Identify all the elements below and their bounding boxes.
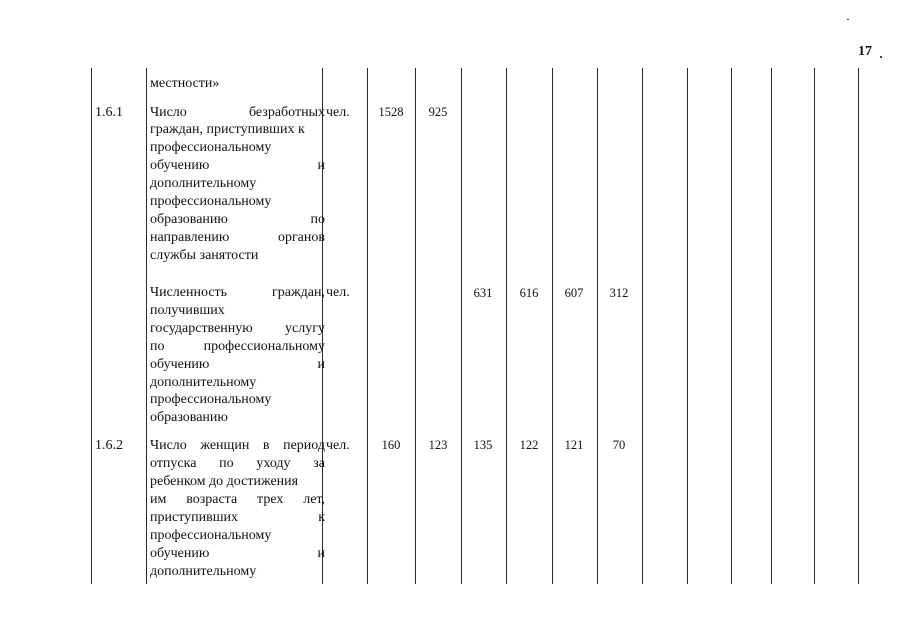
cell-value: 123 (428, 438, 448, 452)
cell-value: 631 (473, 286, 493, 300)
desc-line: граждан, приступивших к (150, 122, 305, 137)
cell-value: 1528 (378, 105, 404, 119)
column-border (642, 68, 643, 584)
column-border (597, 68, 598, 584)
cell-value: 121 (564, 438, 584, 452)
cell-value: 312 (609, 286, 629, 300)
column-border (415, 68, 416, 584)
cell-value: 135 (473, 438, 493, 452)
cell-value: 160 (381, 438, 401, 452)
desc-line: отпуска по уходу за (150, 456, 325, 471)
desc-line: ребенком до достижения (150, 474, 299, 489)
desc-line: государственную услугу (150, 321, 325, 336)
cell-value: 122 (519, 438, 539, 452)
cell-value: 70 (612, 438, 626, 452)
cell-value: 607 (564, 286, 584, 300)
column-border (506, 68, 507, 584)
cell-value: 616 (519, 286, 539, 300)
desc-line: Число женщин в период (150, 438, 325, 453)
desc-line: направлению органов (150, 230, 325, 245)
desc-line: дополнительному (150, 176, 257, 191)
desc-line: им возраста трех лет, (150, 492, 325, 507)
desc-line: обучению и (150, 357, 325, 372)
desc-line: по профессиональному (150, 339, 325, 354)
desc-line: дополнительному (150, 564, 257, 579)
page-number (858, 44, 872, 60)
column-border (367, 68, 368, 584)
desc-line: Число безработных (150, 105, 325, 120)
column-border (146, 68, 147, 584)
desc-line: профессиональному (150, 392, 272, 407)
column-border (771, 68, 772, 584)
scan-speck (880, 56, 882, 58)
desc-line: образованию (150, 410, 228, 425)
column-border (552, 68, 553, 584)
row-code: 1.6.2 (95, 438, 123, 453)
row-unit: чел. (326, 105, 350, 120)
cell-value: 925 (428, 105, 448, 119)
column-border (91, 68, 92, 584)
desc-line: профессиональному (150, 194, 272, 209)
column-border (687, 68, 688, 584)
row-code: 1.6.1 (95, 105, 123, 120)
column-border (731, 68, 732, 584)
desc-line: профессиональному (150, 140, 272, 155)
row-unit: чел. (326, 438, 350, 453)
column-border (858, 68, 859, 584)
desc-line: образованию по (150, 212, 325, 227)
desc-line: обучению и (150, 546, 325, 561)
desc-line: службы занятости (150, 248, 259, 263)
desc-line: профессиональному (150, 528, 272, 543)
desc-line: Численность граждан, (150, 285, 325, 300)
desc-line: приступивших к (150, 510, 325, 525)
top-fragment-text: местности» (150, 76, 220, 91)
column-border (461, 68, 462, 584)
row-unit: чел. (326, 285, 350, 300)
desc-line: дополнительному (150, 375, 257, 390)
page-number-text: 17 (858, 44, 872, 59)
desc-line: получивших (150, 303, 225, 318)
column-border (814, 68, 815, 584)
desc-line: обучению и (150, 158, 325, 173)
scan-speck (847, 19, 849, 20)
